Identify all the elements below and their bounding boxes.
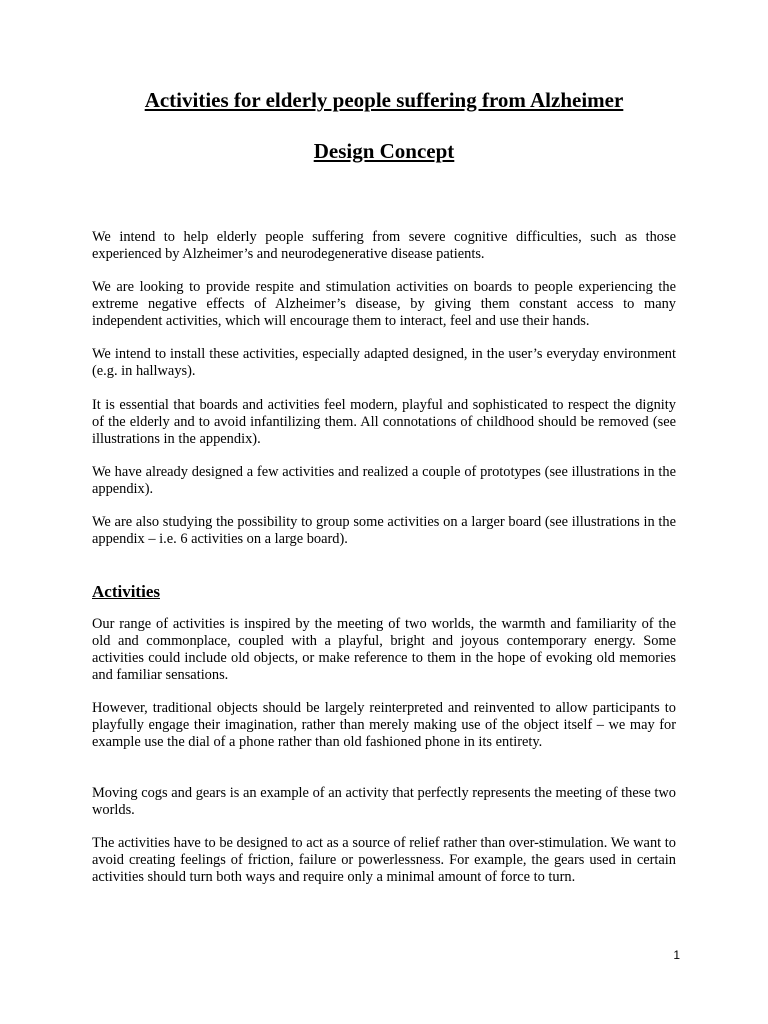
intro-paragraph-4: It is essential that boards and activities feel modern, playful and sophisticated to respect the dignity of the elderly and to avoid infantilizing them. All connotations of childhood should be removed (see illustrations in the appendix). — [92, 397, 676, 447]
activities-paragraph-4: The activities have to be designed to act as a source of relief rather than over-stimulation. We want to avoid creating feelings of friction, failure or powerlessness. For example, the gears used in certain activities should turn both ways and require only a minimal amount of force to turn. — [92, 835, 676, 885]
page-number: 1 — [673, 948, 680, 962]
intro-paragraph-2: We are looking to provide respite and stimulation activities on boards to people experiencing the extreme negative effects of Alzheimer’s disease, by giving them constant access to many independent activities, which will encourage them to interact, feel and use their hands. — [92, 279, 676, 329]
document-title: Activities for elderly people suffering from Alzheimer — [144, 88, 624, 112]
intro-paragraph-3: We intend to install these activities, especially adapted designed, in the user’s everyday environment (e.g. in hallways). — [92, 346, 676, 379]
activities-paragraph-1: Our range of activities is inspired by the meeting of two worlds, the warmth and familiarity of the old and commonplace, coupled with a playful, bright and joyous contemporary energy. Some activities could include old objects, or make reference to them in the hope of evoking old memories and familiar sensations. — [92, 616, 676, 683]
intro-paragraph-6: We are also studying the possibility to group some activities on a larger board (see illustrations in the appendix – i.e. 6 activities on a large board). — [92, 514, 676, 547]
document-subtitle: Design Concept — [313, 139, 455, 163]
intro-paragraph-1: We intend to help elderly people suffering from severe cognitive difficulties, such as those experienced by Alzheimer’s and neurodegenerative disease patients. — [92, 229, 676, 262]
activities-paragraph-3: Moving cogs and gears is an example of an activity that perfectly represents the meeting of these two worlds. — [92, 785, 676, 818]
intro-paragraph-5: We have already designed a few activities and realized a couple of prototypes (see illustrations in the appendix). — [92, 464, 676, 497]
activities-paragraph-2: However, traditional objects should be largely reinterpreted and reinvented to allow participants to playfully engage their imagination, rather than merely making use of the object itself – we may for example use the dial of a phone rather than old fashioned phone in its entirety. — [92, 700, 676, 750]
activities-heading: Activities — [92, 582, 160, 601]
